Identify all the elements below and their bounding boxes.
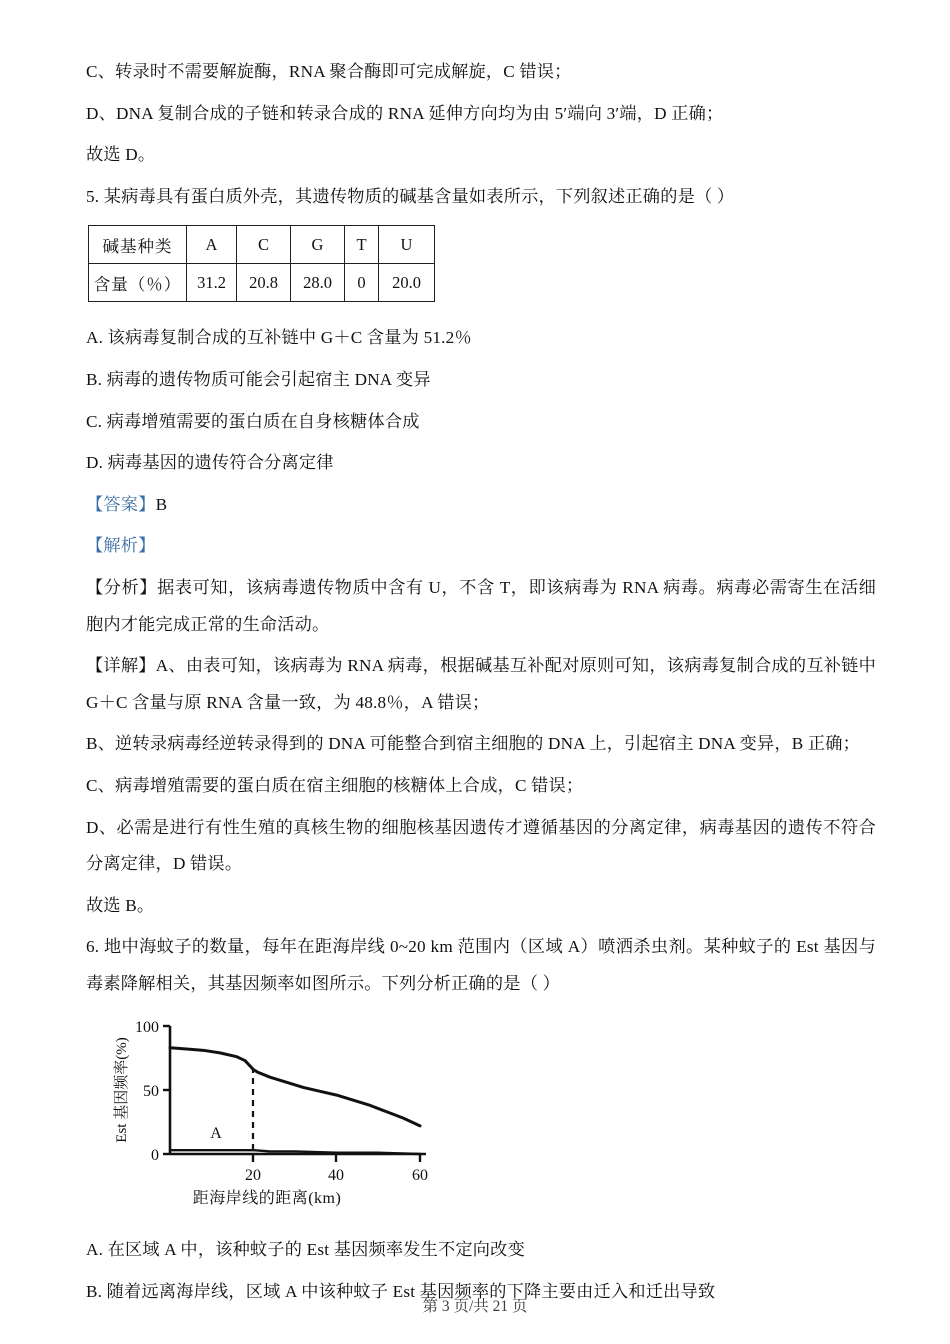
question-5-xiangjie-b: B、逆转录病毒经逆转录得到的 DNA 可能整合到宿主细胞的 DNA 上，引起宿主 DNA 变异，B 正确； bbox=[86, 734, 861, 754]
fenxi-text: 据表可知，该病毒遗传物质中含有 U，不含 T，即该病毒为 RNA 病毒。病毒必需寄生在活细胞内才能完成正常的生命活动。 bbox=[86, 578, 876, 634]
x-tick-label-40: 40 bbox=[328, 1167, 344, 1185]
table-value-c: 20.8 bbox=[237, 264, 291, 302]
x-tick-label-60: 60 bbox=[412, 1167, 428, 1185]
table-value-u: 20.0 bbox=[379, 264, 435, 302]
table-value-a: 31.2 bbox=[187, 264, 237, 302]
question-5-option-d: D. 病毒基因的遗传符合分离定律 bbox=[86, 453, 334, 473]
xiangjie-marker: 【详解】 bbox=[86, 656, 156, 676]
question-5-option-a: A. 该病毒复制合成的互补链中 G＋C 含量为 51.2％ bbox=[86, 328, 472, 348]
question-5-option-c: C. 病毒增殖需要的蛋白质在自身核糖体合成 bbox=[86, 411, 420, 431]
question-6-option-a: A. 在区域 A 中，该种蚊子的 Est 基因频率发生不定向改变 bbox=[86, 1240, 525, 1260]
question-5-conclusion: 故选 B。 bbox=[86, 895, 155, 915]
table-header-base-c: C bbox=[237, 226, 291, 264]
y-tick-label-100: 100 bbox=[135, 1019, 159, 1037]
question-5-xiangjie-c: C、病毒增殖需要的蛋白质在宿主细胞的核糖体上合成，C 错误； bbox=[86, 775, 584, 795]
table-value-label: 含量（％） bbox=[89, 264, 187, 302]
region-a-label: A bbox=[210, 1125, 222, 1143]
explanation-line-d: D、DNA 复制合成的子链和转录合成的 RNA 延伸方向均为由 5′端向 3′端，D 正确； bbox=[86, 103, 724, 123]
y-tick-label-0: 0 bbox=[151, 1147, 159, 1165]
question-6-stem: 6. 地中海蚊子的数量，每年在距海岸线 0~20 km 范围内（区域 A）喷洒杀虫剂。某种蚊子的 Est 基因与毒素降解相关，其基因频率如图所示。下列分析正确的是（ ） bbox=[86, 937, 876, 993]
table-row-values bbox=[89, 264, 435, 302]
answer-value: B bbox=[155, 494, 168, 514]
page-footer: 第 3 页/共 21 页 bbox=[422, 1298, 528, 1315]
fenxi-marker: 【分析】 bbox=[86, 578, 158, 598]
y-tick-label-50: 50 bbox=[143, 1083, 159, 1101]
answer-marker: 【答案】 bbox=[86, 494, 156, 514]
y-axis-title: Est 基因频率(%) bbox=[114, 1037, 130, 1143]
est-gene-frequency-chart bbox=[108, 1014, 438, 1208]
est-frequency-curve bbox=[170, 1048, 420, 1126]
question-5-analysis-marker bbox=[86, 528, 876, 564]
table-value-g: 28.0 bbox=[291, 264, 345, 302]
chart-caption-spacer bbox=[86, 1222, 876, 1232]
question-5-xiangjie-d: D、必需是进行有性生殖的真核生物的细胞核基因遗传才遵循基因的分离定律，病毒基因的遗传不符合分离定律，D 错误。 bbox=[86, 817, 876, 873]
xiangjie-text-a: A、由表可知，该病毒为 RNA 病毒，根据碱基互补配对原则可知，该病毒复制合成的互补链中 G＋C 含量与原 RNA 含量一致，为 48.8％，A 错误； bbox=[86, 656, 876, 712]
question-5-stem: 5. 某病毒具有蛋白质外壳，其遗传物质的碱基含量如表所示，下列叙述正确的是（ ） bbox=[86, 186, 735, 206]
question-5-option-b: B. 病毒的遗传物质可能会引起宿主 DNA 变异 bbox=[86, 369, 431, 389]
explanation-line-c: C、转录时不需要解旋酶，RNA 聚合酶即可完成解旋，C 错误； bbox=[86, 62, 572, 81]
table-header-base-g: G bbox=[291, 226, 345, 264]
table-header-base-u: U bbox=[379, 226, 435, 264]
explanation-conclusion: 故选 D。 bbox=[86, 145, 156, 165]
x-tick-label-20: 20 bbox=[245, 1167, 261, 1185]
table-header-base-a: A bbox=[187, 226, 237, 264]
analysis-marker: 【解析】 bbox=[86, 536, 156, 556]
table-row-header bbox=[89, 226, 435, 264]
x-axis-title: 距海岸线的距离(km) bbox=[192, 1190, 342, 1208]
table-value-t: 0 bbox=[345, 264, 379, 302]
table-header-label: 碱基种类 bbox=[89, 226, 187, 264]
chart-svg bbox=[108, 1014, 438, 1189]
page-content bbox=[86, 54, 876, 1315]
question-5-fenxi bbox=[86, 570, 876, 643]
table-header-base-t: T bbox=[345, 226, 379, 264]
question-5-answer bbox=[86, 487, 876, 523]
question-5-xiangjie-a bbox=[86, 648, 876, 721]
base-content-table bbox=[88, 225, 435, 302]
base-content-table-wrapper bbox=[88, 225, 876, 302]
question-6-option-b: B. 随着远离海岸线，区域 A 中该种蚊子 Est 基因频率的下降主要由迁入和迁出导致 bbox=[86, 1281, 716, 1301]
